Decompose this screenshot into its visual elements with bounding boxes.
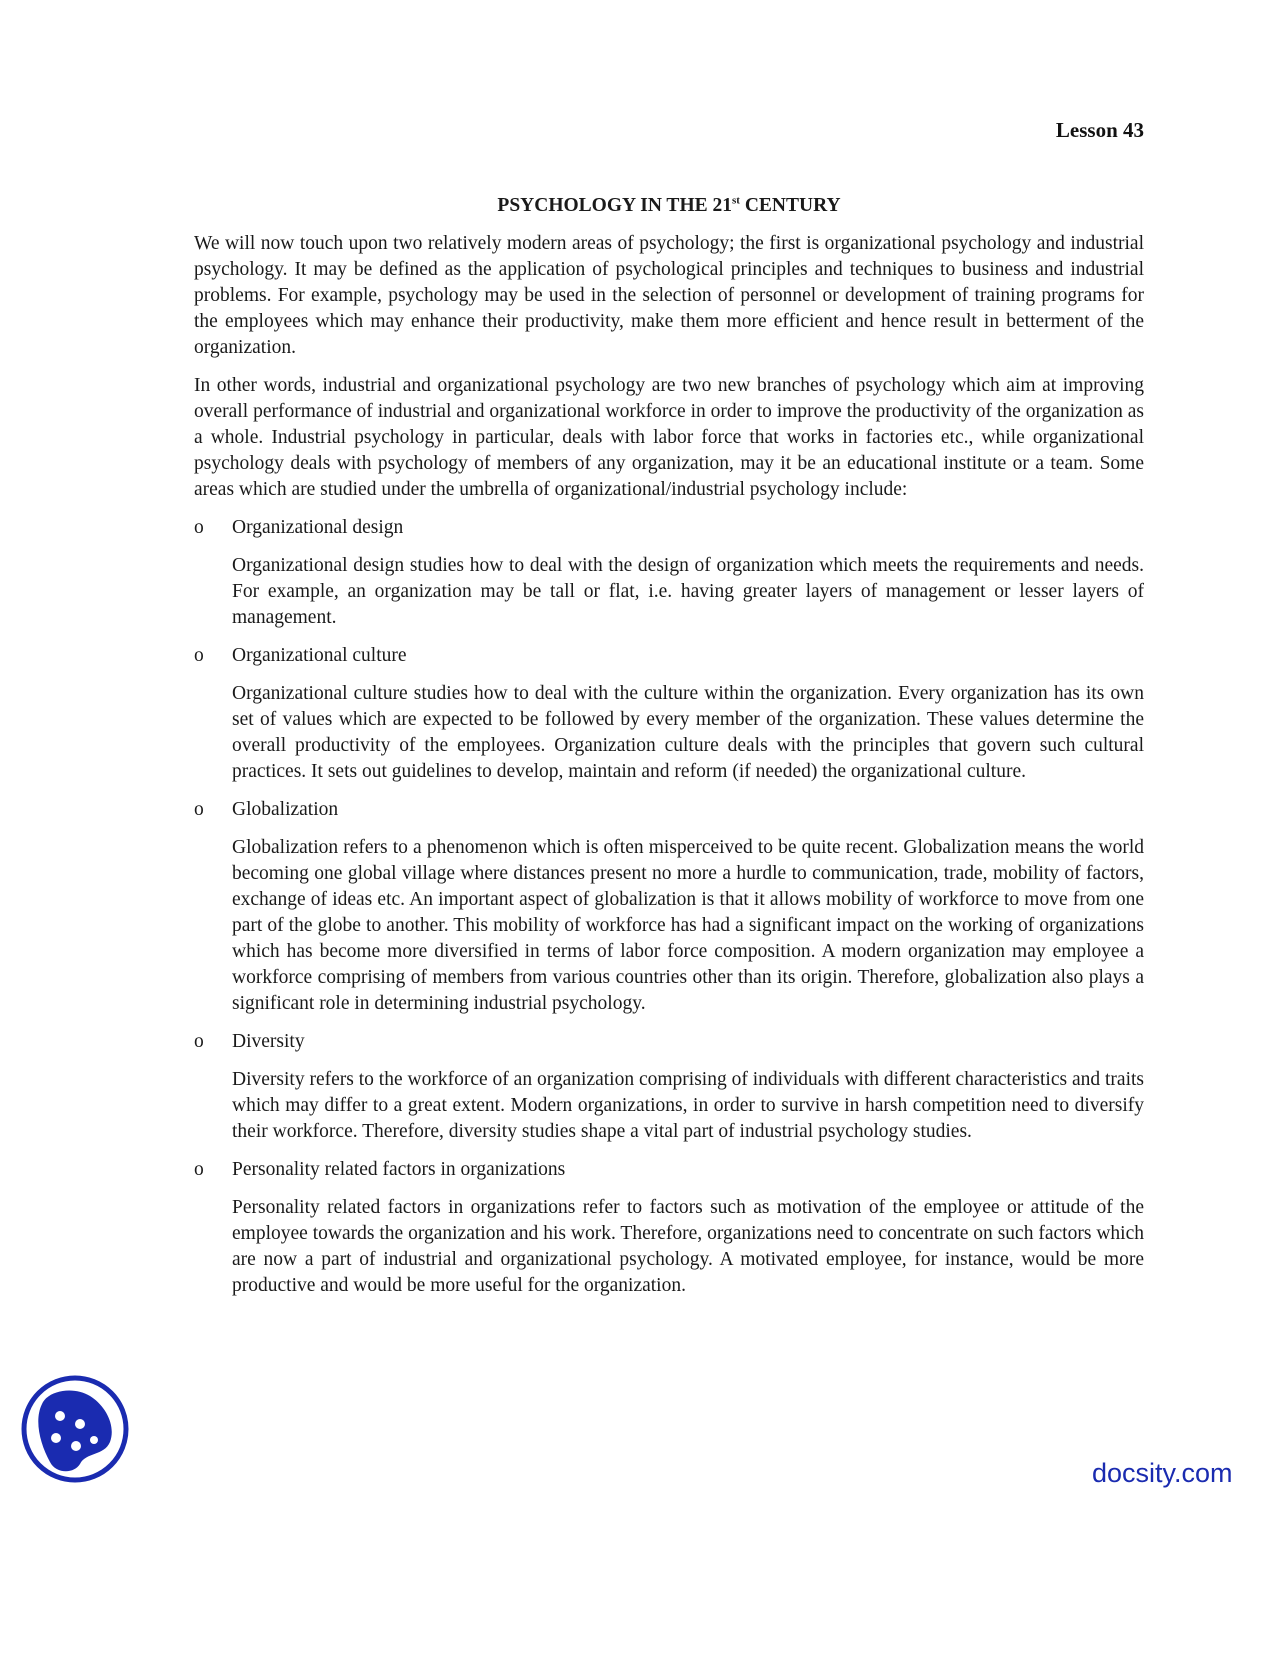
docsity-logo-graphic (20, 1374, 130, 1484)
topic-heading (194, 797, 1144, 823)
topic-heading (194, 643, 1144, 669)
topic-heading (194, 1157, 1144, 1183)
topic-organizational-culture (194, 643, 1144, 785)
page-title-main: PSYCHOLOGY IN THE 21 (497, 195, 732, 216)
topic-personality-factors (194, 1157, 1144, 1299)
bullet-marker: o (194, 1159, 204, 1180)
topic-title: Diversity (232, 1031, 305, 1052)
bullet-marker: o (194, 645, 204, 666)
bullet-marker: o (194, 1031, 204, 1052)
bullet-marker: o (194, 799, 204, 820)
topic-title: Personality related factors in organizations (232, 1159, 566, 1180)
topic-body: Organizational culture studies how to deal with the culture within the organization. Every organization has its own set of values which are expected to be followed by every member of the organization. These values determine the overall productivity of the employees. Organization culture deals with the principles that govern such cultural practices. It sets out guidelines to develop, maintain and reform (if needed) the organizational culture. (232, 683, 1144, 782)
topic-title: Globalization (232, 799, 339, 820)
overview-paragraph: In other words, industrial and organizational psychology are two new branches of psychology which aim at improving overall performance of industrial and organizational workforce in order to improve the productivity of the organization as a whole. Industrial psychology in particular, deals with labor force that works in factories etc., while organizational psychology deals with psychology of members of any organization, may it be an educational institute or a team. Some areas which are studied under the umbrella of organizational/industrial psychology include: (194, 375, 1144, 500)
topic-body: Organizational design studies how to deal with the design of organization which meets the requirements and needs. For example, an organization may be tall or flat, i.e. having greater layers of management or lesser layers of management. (232, 555, 1144, 628)
intro-paragraph: We will now touch upon two relatively modern areas of psychology; the first is organizational psychology and industrial psychology. It may be defined as the application of psychological principles and techniques to business and industrial problems. For example, psychology may be used in the selection of personnel or development of training programs for the employees which may enhance their productivity, make them more efficient and hence result in betterment of the organization. (194, 233, 1144, 358)
page-title-superscript: st (732, 194, 740, 207)
bullet-marker: o (194, 517, 204, 538)
topic-body: Personality related factors in organizations refer to factors such as motivation of the employee or attitude of the employee towards the organization and his work. Therefore, organizations need to concentrate on such factors which are now a part of industrial and organizational psychology. A motivated employee, for instance, would be more productive and would be more useful for the organization. (232, 1197, 1144, 1296)
topic-body: Globalization refers to a phenomenon which is often misperceived to be quite recent. Globalization means the world becoming one global village where distances present no more a hurdle to communication, trade, mobility of factors, exchange of ideas etc. An important aspect of globalization is that it allows mobility of workforce to move from one part of the globe to another. This mobility of workforce has had a significant impact on the working of organizations which has become more diversified in terms of labor force composition. A modern organization may employee a workforce comprising of members from various countries other than its origin. Therefore, globalization also plays a significant role in determining industrial psychology. (232, 837, 1144, 1014)
page-title (194, 193, 1144, 219)
topic-title: Organizational culture (232, 645, 407, 666)
document-body (194, 193, 1144, 1311)
topic-globalization (194, 797, 1144, 1017)
topic-diversity (194, 1029, 1144, 1145)
docsity-link[interactable]: docsity.com (1092, 1458, 1233, 1488)
topic-body: Diversity refers to the workforce of an organization comprising of individuals with different characteristics and traits which may differ to a great extent. Modern organizations, in order to survive in harsh competition need to diversify their workforce. Therefore, diversity studies shape a vital part of industrial psychology studies. (232, 1069, 1144, 1142)
docsity-logo-icon[interactable] (20, 1374, 130, 1484)
topic-heading (194, 515, 1144, 541)
page-title-tail: CENTURY (739, 195, 841, 216)
topic-heading (194, 1029, 1144, 1055)
lesson-number: Lesson 43 (1055, 118, 1144, 142)
topic-organizational-design (194, 515, 1144, 631)
topic-title: Organizational design (232, 517, 404, 538)
